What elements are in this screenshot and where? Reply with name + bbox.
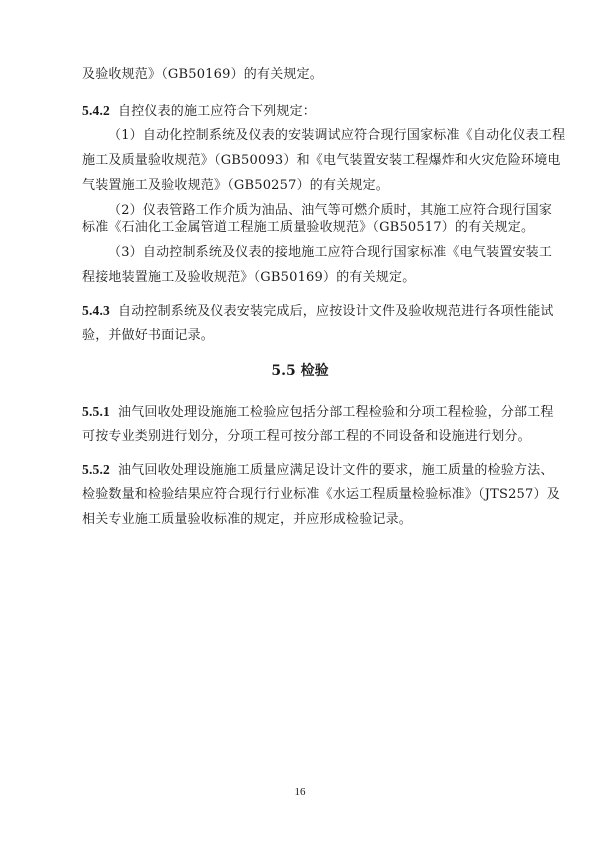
section-heading: 5.5 检验 [271, 363, 329, 379]
clause-number: 5.5.2 [82, 462, 110, 477]
clause-5-5-2 [82, 461, 554, 480]
text-line: 及验收规范》（GB50169）的有关规定。 [82, 67, 323, 82]
text-line: 检验数量和检验结果应符合现行行业标准《水运工程质量检验标准》（JTS257）及 [82, 487, 560, 502]
clause-5-5-1 [82, 403, 554, 422]
text-line: 程接地装置施工及验收规范》（GB50169）的有关规定。 [82, 270, 416, 285]
text-line: （2）仪表管路工作介质为油品、油气等可燃介质时，其施工应符合现行国家 [108, 203, 553, 218]
clause-text: 自动控制系统及仪表安装完成后，应按设计文件及验收规范进行各项性能试 [118, 304, 554, 319]
page-number: 16 [294, 786, 306, 798]
text-line: （1）自动化控制系统及仪表的安装调试应符合现行国家标准《自动化仪表工程 [108, 128, 566, 143]
clause-text: 油气回收处理设施施工质量应满足设计文件的要求，施工质量的检验方法、 [118, 463, 554, 478]
text-line: 相关专业施工质量验收标准的规定，并应形成检验记录。 [82, 512, 413, 527]
text-line: 气装置施工及验收规范》（GB50257）的有关规定。 [82, 178, 389, 193]
text-line: 标准《石油化工金属管道工程施工质量验收规范》（GB50517）的有关规定。 [82, 220, 535, 235]
text-line: 可按专业类别进行划分，分项工程可按分部工程的不同设备和设施进行划分。 [82, 429, 531, 444]
clause-text: 油气回收处理设施施工检验应包括分部工程检验和分项工程检验，分部工程 [118, 405, 554, 420]
text-line: 验，并做好书面记录。 [82, 328, 215, 343]
text-line: 施工及质量验收规范》（GB50093）和《电气装置安装工程爆炸和火灾危险环境电 [82, 153, 561, 168]
clause-number: 5.4.3 [82, 303, 110, 318]
clause-5-4-2 [82, 102, 316, 121]
clause-number: 5.4.2 [82, 103, 110, 118]
clause-number: 5.5.1 [82, 404, 110, 419]
clause-5-4-3 [82, 302, 554, 321]
text-line: （3）自动控制系统及仪表的接地施工应符合现行国家标准《电气装置安装工 [108, 245, 553, 260]
clause-text: 自控仪表的施工应符合下列规定： [118, 104, 317, 119]
